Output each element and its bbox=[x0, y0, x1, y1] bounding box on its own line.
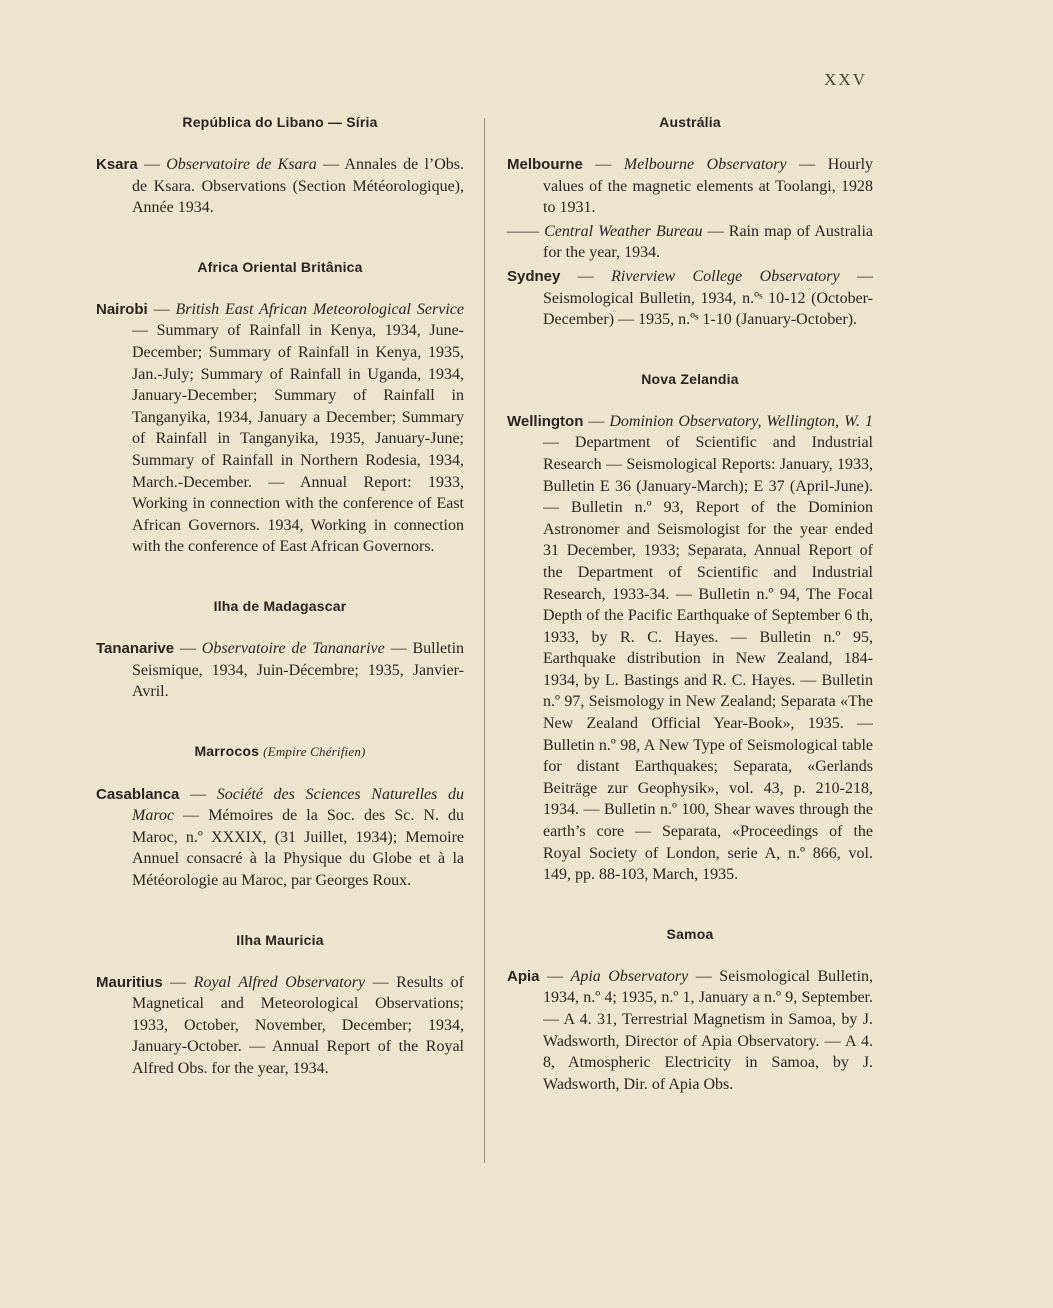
entry-text: Seismological Bulletin, 1934, n.ºˢ 10-12 (October-December) — 1935, n.ºˢ 1-10 (January-October). bbox=[543, 289, 873, 329]
entry-separator: — bbox=[174, 639, 202, 657]
entry-text: Hourly values of the magnetic elements at Toolangi, 1928 to 1931. bbox=[543, 156, 874, 217]
entry-text: Results of Magnetical and Meteorological Observations; 1933, October, November, December; 1934, January-October. — Annual Report of the Royal Alfred Obs. for the year, 1934. bbox=[132, 973, 464, 1078]
entry-separator: — bbox=[786, 156, 828, 173]
page-number: XXV bbox=[824, 70, 867, 89]
left-column bbox=[96, 114, 464, 1120]
section-heading-title: Marrocos bbox=[194, 742, 260, 759]
entry-place: Tananarive bbox=[96, 639, 175, 657]
entry-place: Casablanca bbox=[96, 785, 180, 803]
entry-institution: Riverview College Observatory bbox=[611, 267, 840, 285]
entry-text: Bulletin Seismique, 1934, Juin-Décembre; 1935, Janvier-Avril. bbox=[132, 639, 465, 701]
entry-text: Annales de l’Obs. de Ksara. Observations (Section Météorologique), Année 1934. bbox=[132, 156, 465, 217]
entry-separator: — bbox=[583, 412, 610, 430]
entry-separator: — bbox=[539, 967, 571, 985]
right-column bbox=[507, 114, 873, 1135]
entry-separator: — bbox=[365, 973, 397, 991]
entry-place: Sydney bbox=[507, 267, 561, 285]
entry-nairobi bbox=[96, 299, 464, 558]
entry-separator: — bbox=[162, 973, 194, 991]
section-heading: Ilha Mauricia bbox=[236, 931, 324, 948]
entry-institution: Observatoire de Ksara bbox=[166, 156, 317, 173]
entry-place: Wellington bbox=[507, 412, 584, 430]
entry-place: Ksara bbox=[96, 156, 138, 173]
entry-separator: — bbox=[688, 967, 720, 985]
entry-separator: — bbox=[147, 300, 176, 318]
entry-separator: — bbox=[543, 434, 575, 452]
entry-place: Mauritius bbox=[96, 973, 163, 991]
entry-institution: Dominion Observatory, Wellington, W. 1 bbox=[609, 412, 873, 430]
entry-mauritius bbox=[96, 972, 464, 1080]
entry-ksara bbox=[96, 154, 464, 219]
entry-melbourne bbox=[507, 154, 873, 219]
entry-separator: — bbox=[384, 639, 413, 657]
entry-separator: — bbox=[560, 267, 612, 285]
entry-institution: Apia Observatory bbox=[570, 967, 689, 985]
section-heading-subtitle: (Empire Chérifien) bbox=[263, 743, 366, 759]
entry-central-weather-bureau bbox=[507, 221, 873, 264]
entry-separator: — bbox=[137, 156, 167, 173]
entry-tananarive bbox=[96, 638, 464, 703]
section-heading: Samoa bbox=[666, 925, 714, 942]
entry-text: Department of Scientific and Industrial Research — Seismological Reports: January, 1933, Bulletin E 36 (January-March); E 37 (April-June). — Bulletin n.º 93, Report of the Dominion Astronomer and Seismologist for the year ended 31 December, 1933; Separata, Annual Report of the Department of Scientific and Industrial Research, 1933-34. — Bulletin n.º 94, The Focal Depth of the Pacific Earthquake of September 6 th, 1933, by R. C. Hayes. — Bulletin n.º 95, Earthquake distribution in New Zealand, 184-1934, by L. Bastings and R. C. Hayes. — Bulletin n.º 97, Seismology in New Zealand; Separata «The New Zealand Official Year-Book», 1935. — Bulletin n.º 98, A New Type of Seismological table for distant Earthquakes; Separata, «Gerlands Beiträge zur Geophysik», vol. 43, p. 210-218, 1934. — Bulletin n.º 100, Shear waves through the earth’s core — Separata, «Proceedings of the Royal Society of London, serie A, n.º 866, vol. 149, pp. 88-103, March, 1935. bbox=[543, 434, 874, 884]
entry-institution: Observatoire de Tananarive bbox=[201, 639, 385, 657]
entry-place: Apia bbox=[507, 967, 540, 985]
entry-separator: — bbox=[316, 156, 345, 173]
entry-place: Melbourne bbox=[507, 156, 583, 173]
section-heading: Austrália bbox=[659, 114, 721, 130]
entry-sydney bbox=[507, 266, 873, 331]
column-divider bbox=[484, 118, 485, 1163]
entry-text: Mémoires de la Soc. des Sc. N. du Maroc, n.º XXXIX, (31 Juillet, 1934); Memoire Annuel consacré à la Physique du Globe et à la Météorologie au Maroc, par Georges Roux. bbox=[132, 807, 465, 890]
section-heading: Nova Zelandia bbox=[641, 370, 739, 387]
section-heading: Ilha de Madagascar bbox=[213, 597, 347, 614]
entry-separator: — bbox=[582, 156, 624, 173]
entry-separator: — bbox=[702, 222, 729, 240]
section-heading: República do Libano — Síria bbox=[182, 114, 378, 130]
entry-wellington bbox=[507, 411, 873, 886]
entry-separator: —— bbox=[507, 222, 545, 240]
entry-institution: Central Weather Bureau bbox=[544, 222, 703, 240]
entry-separator: — bbox=[174, 807, 209, 825]
entry-institution: Société des Sciences Naturelles du Maroc bbox=[132, 785, 464, 825]
entry-institution: Royal Alfred Observatory bbox=[193, 973, 366, 991]
entry-text: Rain map of Australia for the year, 1934. bbox=[543, 222, 873, 262]
entry-text: Seismological Bulletin, 1934, n.º 4; 1935, n.º 1, January a n.º 9, September. — A 4. 31, Terrestrial Magnetism in Samoa, by J. Wadsworth, Director of Apia Observatory. — A 4. 8, Atmospheric Electricity in Samoa, by J. Wadsworth, Dir. of Apia Obs. bbox=[543, 967, 874, 1093]
entry-separator: — bbox=[132, 322, 157, 340]
entry-place: Nairobi bbox=[96, 300, 148, 318]
section-heading: Africa Oriental Britânica bbox=[197, 258, 363, 275]
entry-separator: — bbox=[179, 785, 217, 803]
section-heading bbox=[96, 743, 464, 760]
entry-separator: — bbox=[839, 267, 874, 285]
entry-casablanca bbox=[96, 784, 464, 892]
entry-institution: British East African Meteorological Service bbox=[175, 300, 464, 318]
entry-apia bbox=[507, 966, 873, 1096]
entry-institution: Melbourne Observatory bbox=[623, 156, 787, 173]
entry-text: Summary of Rainfall in Kenya, 1934, June-December; Summary of Rainfall in Kenya, 1935, Jan.-July; Summary of Rainfall in Uganda, 1934, January-December; Summary of Rainfall in Tanganyika, 1934, January a December; Summary of Rainfall in Tanganyika, 1935, January-June; Summary of Rainfall in Northern Rodesia, 1934, March.-December. — Annual Report: 1933, Working in connection with the conference of East African Governors. 1934, Working in connection with the conference of East African Governors. bbox=[132, 322, 464, 556]
